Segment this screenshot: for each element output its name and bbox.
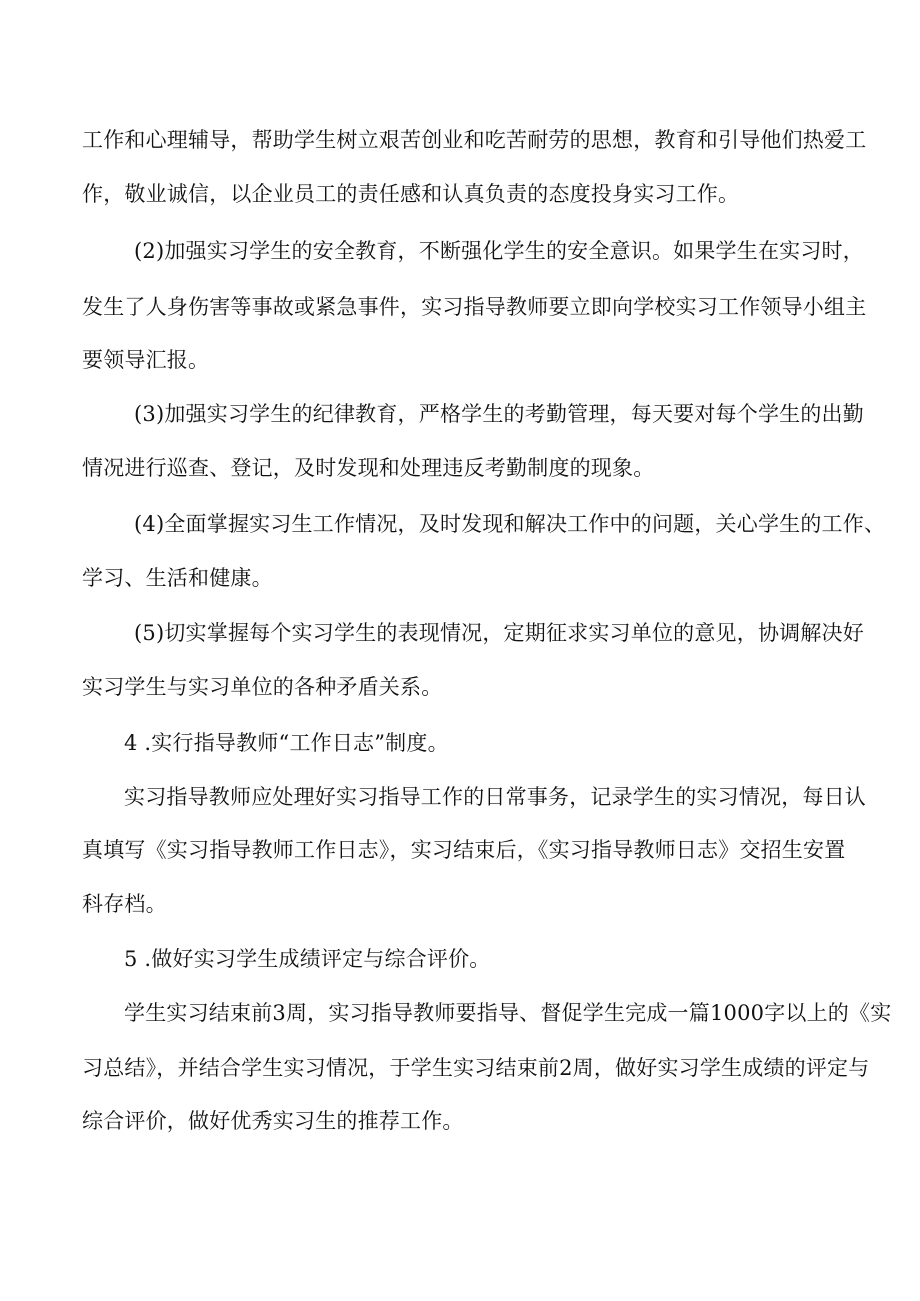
paragraph-7-line-1: 学生实习结束前3周，实习指导教师要指导、督促学生完成一篇1000字以上的《实	[124, 1001, 892, 1025]
paragraph-4-line-2: 学习、生活和健康。	[82, 566, 273, 590]
paragraph-2-line-3: 要领导汇报。	[82, 348, 210, 372]
paragraph-6-line-2: 真填写《实习指导教师工作日志》，实习结束后，《实习指导教师日志》交招生安置	[82, 838, 846, 862]
paragraph-2-line-1: (2)加强实习学生的安全教育，不断强化学生的安全意识。如果学生在实习时，	[134, 239, 864, 263]
paragraph-1-line-1: 工作和心理辅导，帮助学生树立艰苦创业和吃苦耐劳的思想，教育和引导他们热爱工	[82, 128, 867, 152]
paragraph-7-line-2: 习总结》，并结合学生实习情况，于学生实习结束前2周，做好实习学生成绩的评定与	[82, 1056, 870, 1080]
paragraph-6-line-3: 科存档。	[82, 892, 167, 916]
section-heading-4: 4 .实行指导教师“工作日志”制度。	[124, 731, 449, 755]
paragraph-5-line-1: (5)切实掌握每个实习学生的表现情况，定期征求实习单位的意见，协调解决好	[134, 621, 864, 645]
paragraph-6-line-1: 实习指导教师应处理好实习指导工作的日常事务，记录学生的实习情况，每日认	[124, 785, 866, 809]
paragraph-3-line-2: 情况进行巡查、登记，及时发现和处理违反考勤制度的现象。	[82, 456, 655, 480]
section-heading-5: 5 .做好实习学生成绩评定与综合评价。	[124, 947, 491, 971]
paragraph-7-line-3: 综合评价，做好优秀实习生的推荐工作。	[82, 1109, 464, 1133]
paragraph-5-line-2: 实习学生与实习单位的各种矛盾关系。	[82, 675, 443, 699]
paragraph-3-line-1: (3)加强实习学生的纪律教育，严格学生的考勤管理，每天要对每个学生的出勤	[134, 402, 864, 426]
paragraph-4-line-1: (4)全面掌握实习生工作情况，及时发现和解决工作中的问题，关心学生的工作、	[134, 512, 886, 536]
paragraph-2-line-2: 发生了人身伤害等事故或紧急事件，实习指导教师要立即向学校实习工作领导小组主	[82, 295, 867, 319]
paragraph-1-line-2: 作，敬业诚信，以企业员工的责任感和认真负责的态度投身实习工作。	[82, 182, 740, 206]
